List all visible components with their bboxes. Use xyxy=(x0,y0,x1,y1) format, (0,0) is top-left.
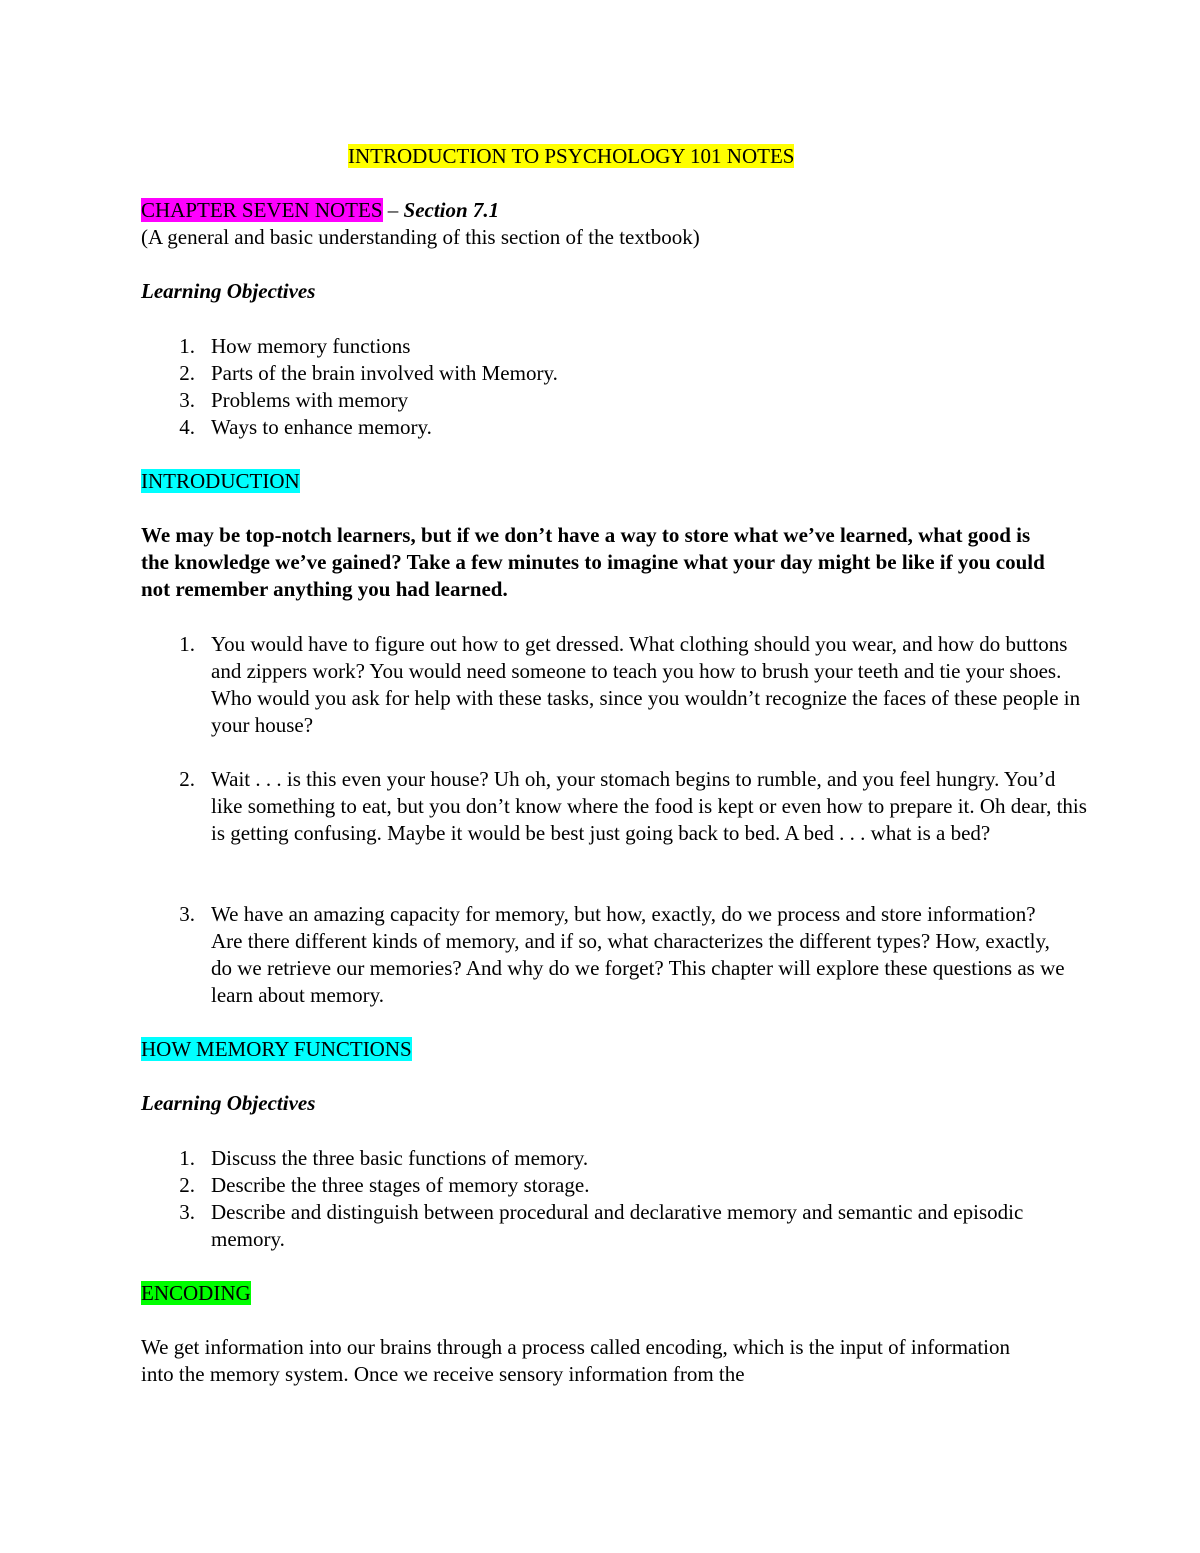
list-item: Wait . . . is this even your house? Uh oh, your stomach begins to rumble, and you feel hungry. You’d like something to eat, but you don’t know where the food is kept or even how to prepare it. Oh dear, this is getting confusing. Maybe it would be best just going back to bed. A bed . . . what is a bed? xyxy=(211,767,1087,845)
list-item-number: 1. xyxy=(179,334,195,358)
list-item-number: 2. xyxy=(179,767,195,791)
list-item: We have an amazing capacity for memory, but how, exactly, do we process and store information? Are there different kinds of memory, and if so, what characterizes the different types? How, exactly, do we retrieve our memories? And why do we forget? This chapter will explore these questions as we learn about memory. xyxy=(211,902,1065,1007)
list-item-number: 3. xyxy=(179,1200,195,1224)
list-item: Ways to enhance memory. xyxy=(211,415,432,439)
list-item-number: 4. xyxy=(179,415,195,439)
list-item: Problems with memory xyxy=(211,388,409,412)
encoding-heading-text: ENCODING xyxy=(141,1281,251,1305)
list-item: How memory functions xyxy=(211,334,411,358)
introduction-heading-text: INTRODUCTION xyxy=(141,469,300,493)
chapter-label: CHAPTER SEVEN NOTES xyxy=(141,198,383,222)
how-memory-heading-text: HOW MEMORY FUNCTIONS xyxy=(141,1037,412,1061)
list-item-number: 2. xyxy=(179,361,195,385)
list-item-number: 3. xyxy=(179,388,195,412)
list-item-number: 1. xyxy=(179,632,195,656)
list-item-number: 3. xyxy=(179,902,195,926)
chapter-dash: – xyxy=(382,198,404,222)
learning-objectives-heading: Learning Objectives xyxy=(141,279,316,303)
learning-objectives-heading-2: Learning Objectives xyxy=(141,1091,316,1115)
list-item-number: 2. xyxy=(179,1173,195,1197)
chapter-subtitle: (A general and basic understanding of this section of the textbook) xyxy=(141,225,700,249)
list-item: You would have to figure out how to get dressed. What clothing should you wear, and how do buttons and zippers work? You would need someone to teach you how to brush your teeth and tie your shoes. Who would you ask for help with these tasks, since you wouldn’t recognize the faces of these people in your house? xyxy=(211,632,1081,737)
introduction-heading xyxy=(141,468,300,495)
how-memory-heading xyxy=(141,1036,412,1063)
document-title xyxy=(348,143,794,170)
encoding-heading xyxy=(141,1280,251,1307)
encoding-paragraph: We get information into our brains through a process called encoding, which is the input of information into the memory system. Once we receive sensory information from the xyxy=(141,1335,1011,1386)
chapter-heading xyxy=(141,197,499,224)
list-item-number: 1. xyxy=(179,1146,195,1170)
list-item: Discuss the three basic functions of memory. xyxy=(211,1146,589,1170)
introduction-lead: We may be top-notch learners, but if we don’t have a way to store what we’ve learned, what good is the knowledge we’ve gained? Take a few minutes to imagine what your day might be like if you could not remember anything you had learned. xyxy=(141,523,1045,601)
title-text: INTRODUCTION TO PSYCHOLOGY 101 NOTES xyxy=(348,144,795,168)
list-item: Describe the three stages of memory storage. xyxy=(211,1173,590,1197)
list-item: Describe and distinguish between procedural and declarative memory and semantic and episodic memory. xyxy=(211,1200,1024,1251)
list-item: Parts of the brain involved with Memory. xyxy=(211,361,558,385)
chapter-section: Section 7.1 xyxy=(403,198,500,222)
